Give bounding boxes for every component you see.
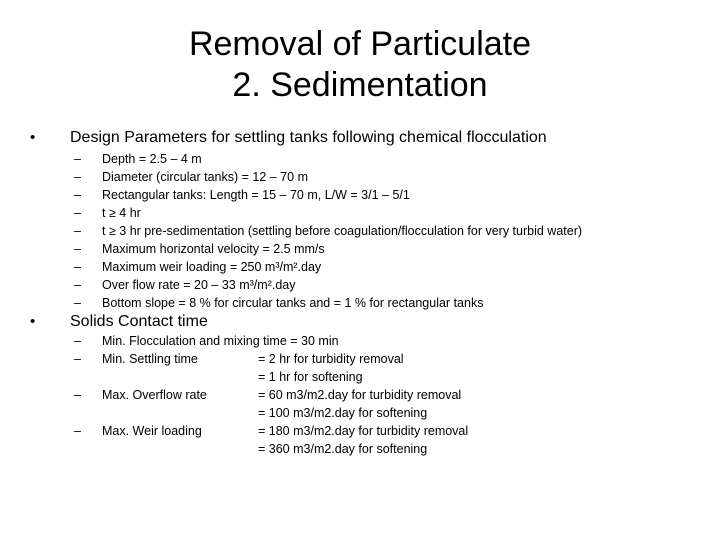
settling-time-value-1: = 2 hr for turbidity removal [258,352,404,366]
item-overflow-rate: Over flow rate = 20 – 33 m³/m².day [102,278,296,292]
bullet-dot: • [30,313,36,330]
item-depth: Depth = 2.5 – 4 m [102,152,202,166]
weir-loading-label: Max. Weir loading [102,424,202,438]
item-horizontal-velocity: Maximum horizontal velocity = 2.5 mm/s [102,242,325,256]
dash: – [74,424,81,438]
dash: – [74,242,81,256]
settling-time-label: Min. Settling time [102,352,198,366]
item-detention-time: t ≥ 4 hr [102,206,141,220]
dash: – [74,388,81,402]
dash: – [74,206,81,220]
dash: – [74,296,81,310]
dash: – [74,260,81,274]
bullet-dot: • [30,129,36,146]
dash: – [74,278,81,292]
solids-contact-heading: Solids Contact time [70,313,208,330]
item-rectangular-tanks: Rectangular tanks: Length = 15 – 70 m, L/W = 3/1 – 5/1 [102,188,410,202]
weir-loading-value-1: = 180 m3/m2.day for turbidity removal [258,424,469,438]
title-line-1: Removal of Particulate [188,25,532,63]
settling-time-value-2: = 1 hr for softening [258,370,363,384]
slide-title [0,24,720,106]
overflow-rate-value-2: = 100 m3/m2.day for softening [258,406,428,420]
weir-loading-value-2: = 360 m3/m2.day for softening [258,442,428,456]
dash: – [74,152,81,166]
overflow-rate-value-1: = 60 m3/m2.day for turbidity removal [258,388,462,402]
dash: – [74,170,81,184]
dash: – [74,224,81,238]
title-line-2: 2. Sedimentation [232,66,488,104]
design-parameters-heading: Design Parameters for settling tanks following chemical flocculation [70,129,547,146]
item-pre-sedimentation: t ≥ 3 hr pre-sedimentation (settling before coagulation/flocculation for very turbid water) [102,224,583,238]
dash: – [74,188,81,202]
dash: – [74,352,81,366]
item-diameter: Diameter (circular tanks) = 12 – 70 m [102,170,308,184]
item-flocculation-time: Min. Flocculation and mixing time = 30 min [102,334,339,348]
dash: – [74,334,81,348]
item-bottom-slope: Bottom slope = 8 % for circular tanks and = 1 % for rectangular tanks [102,296,484,310]
overflow-rate-label: Max. Overflow rate [102,388,207,402]
item-weir-loading: Maximum weir loading = 250 m³/m².day [102,260,322,274]
